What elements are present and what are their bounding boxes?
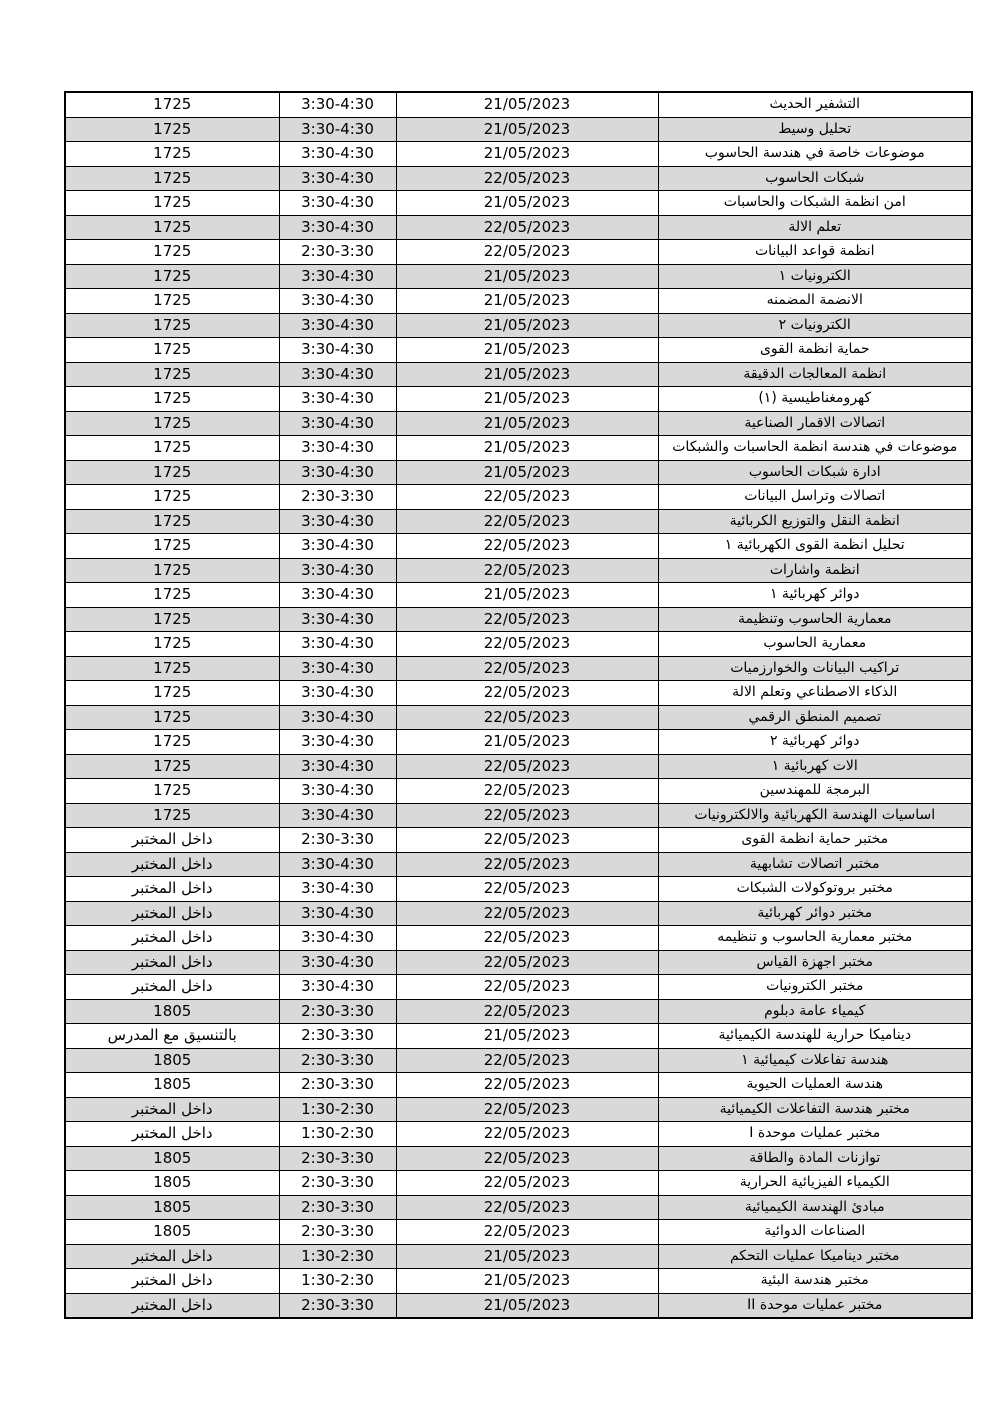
date-cell: 21/05/2023 [396, 1024, 658, 1049]
time-cell: 3:30-4:30 [279, 975, 396, 1000]
time-cell: 3:30-4:30 [279, 534, 396, 559]
date-cell: 21/05/2023 [396, 289, 658, 314]
location-cell: 1725 [65, 509, 279, 534]
date-cell: 22/05/2023 [396, 485, 658, 510]
date-cell: 22/05/2023 [396, 681, 658, 706]
date-cell: 22/05/2023 [396, 705, 658, 730]
location-cell: 1725 [65, 264, 279, 289]
time-cell: 2:30-3:30 [279, 999, 396, 1024]
time-cell: 3:30-4:30 [279, 558, 396, 583]
date-cell: 22/05/2023 [396, 803, 658, 828]
location-cell: 1725 [65, 313, 279, 338]
table-row [65, 656, 972, 681]
course-name-cell: مختبر بروتوكولات الشبكات [658, 877, 972, 902]
table-row [65, 950, 972, 975]
table-row [65, 191, 972, 216]
time-cell: 3:30-4:30 [279, 460, 396, 485]
date-cell: 21/05/2023 [396, 1293, 658, 1318]
time-cell: 3:30-4:30 [279, 803, 396, 828]
course-name-cell: توازنات المادة والطاقة [658, 1146, 972, 1171]
course-name-cell: تراكيب البيانات والخوارزميات [658, 656, 972, 681]
table-row [65, 1073, 972, 1098]
table-row [65, 558, 972, 583]
location-cell: داخل المختبر [65, 1122, 279, 1147]
course-name-cell: مبادئ الهندسة الكيميائية [658, 1195, 972, 1220]
location-cell: 1725 [65, 215, 279, 240]
location-cell: داخل المختبر [65, 901, 279, 926]
location-cell: 1725 [65, 681, 279, 706]
course-name-cell: انظمة النقل والتوزيع الكربائية [658, 509, 972, 534]
date-cell: 22/05/2023 [396, 1048, 658, 1073]
course-name-cell: معمارية الحاسوب وتنظيمة [658, 607, 972, 632]
table-row [65, 166, 972, 191]
course-name-cell: تعلم الالة [658, 215, 972, 240]
table-row [65, 387, 972, 412]
location-cell: داخل المختبر [65, 926, 279, 951]
time-cell: 1:30-2:30 [279, 1122, 396, 1147]
location-cell: 1725 [65, 779, 279, 804]
date-cell: 21/05/2023 [396, 117, 658, 142]
course-name-cell: هندسة العمليات الحيوية [658, 1073, 972, 1098]
date-cell: 21/05/2023 [396, 460, 658, 485]
table-row [65, 852, 972, 877]
location-cell: 1725 [65, 338, 279, 363]
location-cell: 1725 [65, 803, 279, 828]
table-row [65, 681, 972, 706]
table-row [65, 1220, 972, 1245]
course-name-cell: الكترونيات ٢ [658, 313, 972, 338]
time-cell: 2:30-3:30 [279, 1048, 396, 1073]
course-name-cell: مختبر هندسة التفاعلات الكيميائية [658, 1097, 972, 1122]
date-cell: 21/05/2023 [396, 1269, 658, 1294]
time-cell: 3:30-4:30 [279, 338, 396, 363]
table-row [65, 877, 972, 902]
time-cell: 2:30-3:30 [279, 1146, 396, 1171]
time-cell: 3:30-4:30 [279, 632, 396, 657]
time-cell: 2:30-3:30 [279, 1293, 396, 1318]
date-cell: 21/05/2023 [396, 142, 658, 167]
date-cell: 22/05/2023 [396, 950, 658, 975]
time-cell: 3:30-4:30 [279, 264, 396, 289]
location-cell: 1725 [65, 485, 279, 510]
course-name-cell: دوائر كهربائية ٢ [658, 730, 972, 755]
location-cell: 1805 [65, 1048, 279, 1073]
time-cell: 3:30-4:30 [279, 705, 396, 730]
table-row [65, 1122, 972, 1147]
location-cell: داخل المختبر [65, 877, 279, 902]
course-name-cell: انظمة واشارات [658, 558, 972, 583]
table-row [65, 926, 972, 951]
date-cell: 22/05/2023 [396, 215, 658, 240]
location-cell: 1725 [65, 607, 279, 632]
course-name-cell: موضوعات خاصة في هندسة الحاسوب [658, 142, 972, 167]
table-row [65, 901, 972, 926]
date-cell: 22/05/2023 [396, 877, 658, 902]
location-cell: داخل المختبر [65, 950, 279, 975]
course-name-cell: مختبر دوائر كهربائية [658, 901, 972, 926]
course-name-cell: التشفير الحديث [658, 92, 972, 117]
table-row [65, 730, 972, 755]
time-cell: 1:30-2:30 [279, 1097, 396, 1122]
course-name-cell: معمارية الحاسوب [658, 632, 972, 657]
location-cell: 1725 [65, 534, 279, 559]
date-cell: 22/05/2023 [396, 632, 658, 657]
location-cell: 1725 [65, 754, 279, 779]
course-name-cell: كهرومغناطيسية (١) [658, 387, 972, 412]
location-cell: 1725 [65, 92, 279, 117]
location-cell: 1725 [65, 411, 279, 436]
table-row [65, 142, 972, 167]
location-cell: 1725 [65, 460, 279, 485]
time-cell: 3:30-4:30 [279, 901, 396, 926]
time-cell: 3:30-4:30 [279, 436, 396, 461]
time-cell: 3:30-4:30 [279, 313, 396, 338]
date-cell: 21/05/2023 [396, 191, 658, 216]
location-cell: 1805 [65, 999, 279, 1024]
table-row [65, 1293, 972, 1318]
date-cell: 22/05/2023 [396, 852, 658, 877]
course-name-cell: مختبر اجهزة القياس [658, 950, 972, 975]
table-row [65, 607, 972, 632]
table-row [65, 264, 972, 289]
time-cell: 3:30-4:30 [279, 117, 396, 142]
date-cell: 21/05/2023 [396, 583, 658, 608]
location-cell: 1725 [65, 632, 279, 657]
date-cell: 21/05/2023 [396, 730, 658, 755]
table-row [65, 362, 972, 387]
date-cell: 21/05/2023 [396, 338, 658, 363]
location-cell: 1725 [65, 730, 279, 755]
table-row [65, 1269, 972, 1294]
date-cell: 22/05/2023 [396, 166, 658, 191]
location-cell: 1805 [65, 1171, 279, 1196]
course-name-cell: الانضمة المضمنه [658, 289, 972, 314]
location-cell: 1725 [65, 191, 279, 216]
table-row [65, 754, 972, 779]
date-cell: 22/05/2023 [396, 754, 658, 779]
date-cell: 21/05/2023 [396, 362, 658, 387]
date-cell: 21/05/2023 [396, 264, 658, 289]
location-cell: بالتنسيق مع المدرس [65, 1024, 279, 1049]
time-cell: 3:30-4:30 [279, 387, 396, 412]
date-cell: 22/05/2023 [396, 240, 658, 265]
location-cell: 1725 [65, 289, 279, 314]
time-cell: 2:30-3:30 [279, 485, 396, 510]
course-name-cell: الصناعات الدوائية [658, 1220, 972, 1245]
location-cell: داخل المختبر [65, 1244, 279, 1269]
course-name-cell: مختبر الكترونيات [658, 975, 972, 1000]
time-cell: 3:30-4:30 [279, 730, 396, 755]
course-name-cell: مختبر عمليات موحدة I [658, 1122, 972, 1147]
date-cell: 21/05/2023 [396, 1244, 658, 1269]
date-cell: 21/05/2023 [396, 387, 658, 412]
date-cell: 22/05/2023 [396, 828, 658, 853]
date-cell: 22/05/2023 [396, 1171, 658, 1196]
course-name-cell: اتصالات الاقمار الصناعية [658, 411, 972, 436]
date-cell: 22/05/2023 [396, 1097, 658, 1122]
table-row [65, 583, 972, 608]
table-row [65, 779, 972, 804]
course-name-cell: ديناميكا حرارية للهندسة الكيميائية [658, 1024, 972, 1049]
time-cell: 2:30-3:30 [279, 1171, 396, 1196]
time-cell: 1:30-2:30 [279, 1269, 396, 1294]
course-name-cell: الذكاء الاصطناعي وتعلم الالة [658, 681, 972, 706]
time-cell: 3:30-4:30 [279, 411, 396, 436]
course-name-cell: مختبر عمليات موحدة II [658, 1293, 972, 1318]
time-cell: 3:30-4:30 [279, 877, 396, 902]
time-cell: 3:30-4:30 [279, 926, 396, 951]
course-name-cell: تحليل وسيط [658, 117, 972, 142]
course-name-cell: موضوعات في هندسة انظمة الحاسبات والشبكات [658, 436, 972, 461]
course-name-cell: مختبر هندسة البئية [658, 1269, 972, 1294]
course-name-cell: انظمة قواعد البيانات [658, 240, 972, 265]
table-row [65, 534, 972, 559]
table-row [65, 1048, 972, 1073]
time-cell: 3:30-4:30 [279, 215, 396, 240]
table-row [65, 117, 972, 142]
table-row [65, 828, 972, 853]
time-cell: 3:30-4:30 [279, 607, 396, 632]
location-cell: داخل المختبر [65, 1269, 279, 1294]
location-cell: 1805 [65, 1073, 279, 1098]
date-cell: 22/05/2023 [396, 1073, 658, 1098]
time-cell: 3:30-4:30 [279, 509, 396, 534]
time-cell: 2:30-3:30 [279, 1195, 396, 1220]
course-name-cell: البرمجة للمهندسين [658, 779, 972, 804]
date-cell: 22/05/2023 [396, 1195, 658, 1220]
course-name-cell: امن انظمة الشبكات والحاسبات [658, 191, 972, 216]
course-name-cell: دوائر كهربائية ١ [658, 583, 972, 608]
course-name-cell: اتصالات وتراسل البيانات [658, 485, 972, 510]
location-cell: 1725 [65, 436, 279, 461]
time-cell: 2:30-3:30 [279, 1073, 396, 1098]
course-name-cell: حماية انظمة القوى [658, 338, 972, 363]
location-cell: 1725 [65, 142, 279, 167]
time-cell: 2:30-3:30 [279, 828, 396, 853]
table-row [65, 975, 972, 1000]
location-cell: داخل المختبر [65, 828, 279, 853]
location-cell: 1725 [65, 656, 279, 681]
course-name-cell: هندسة تفاعلات كيميائية ١ [658, 1048, 972, 1073]
table-row [65, 92, 972, 117]
exam-schedule-table [64, 91, 973, 1319]
date-cell: 22/05/2023 [396, 779, 658, 804]
course-name-cell: شبكات الحاسوب [658, 166, 972, 191]
date-cell: 22/05/2023 [396, 534, 658, 559]
table-row [65, 338, 972, 363]
course-name-cell: الات كهربائية ١ [658, 754, 972, 779]
table-row [65, 215, 972, 240]
course-name-cell: تصميم المنطق الرقمي [658, 705, 972, 730]
course-name-cell: كيمياء عامة دبلوم [658, 999, 972, 1024]
date-cell: 22/05/2023 [396, 558, 658, 583]
course-name-cell: مختبر معمارية الحاسوب و تنظيمه [658, 926, 972, 951]
table-row [65, 436, 972, 461]
table-row [65, 999, 972, 1024]
date-cell: 22/05/2023 [396, 607, 658, 632]
time-cell: 3:30-4:30 [279, 166, 396, 191]
date-cell: 22/05/2023 [396, 901, 658, 926]
location-cell: 1725 [65, 362, 279, 387]
location-cell: داخل المختبر [65, 1293, 279, 1318]
date-cell: 21/05/2023 [396, 92, 658, 117]
location-cell: 1725 [65, 240, 279, 265]
course-name-cell: مختبر حماية انظمة القوى [658, 828, 972, 853]
date-cell: 22/05/2023 [396, 1122, 658, 1147]
location-cell: 1805 [65, 1195, 279, 1220]
location-cell: 1725 [65, 117, 279, 142]
course-name-cell: مختبر ديناميكا عمليات التحكم [658, 1244, 972, 1269]
course-name-cell: الكترونيات ١ [658, 264, 972, 289]
exam-schedule-body [65, 92, 972, 1318]
table-row [65, 485, 972, 510]
date-cell: 22/05/2023 [396, 1220, 658, 1245]
time-cell: 3:30-4:30 [279, 656, 396, 681]
time-cell: 3:30-4:30 [279, 362, 396, 387]
course-name-cell: مختبر اتصالات تشابهية [658, 852, 972, 877]
date-cell: 21/05/2023 [396, 436, 658, 461]
table-row [65, 705, 972, 730]
table-row [65, 803, 972, 828]
table-row [65, 1097, 972, 1122]
location-cell: 1805 [65, 1146, 279, 1171]
date-cell: 22/05/2023 [396, 1146, 658, 1171]
date-cell: 22/05/2023 [396, 656, 658, 681]
location-cell: 1725 [65, 166, 279, 191]
table-row [65, 1024, 972, 1049]
location-cell: داخل المختبر [65, 852, 279, 877]
time-cell: 2:30-3:30 [279, 240, 396, 265]
date-cell: 21/05/2023 [396, 313, 658, 338]
location-cell: 1725 [65, 387, 279, 412]
course-name-cell: انظمة المعالجات الدقيقة [658, 362, 972, 387]
date-cell: 22/05/2023 [396, 926, 658, 951]
location-cell: 1725 [65, 583, 279, 608]
table-row [65, 240, 972, 265]
table-row [65, 289, 972, 314]
table-row [65, 509, 972, 534]
table-row [65, 460, 972, 485]
table-row [65, 411, 972, 436]
course-name-cell: الكيمياء الفيزيائية الحرارية [658, 1171, 972, 1196]
time-cell: 3:30-4:30 [279, 754, 396, 779]
time-cell: 3:30-4:30 [279, 191, 396, 216]
time-cell: 3:30-4:30 [279, 779, 396, 804]
time-cell: 3:30-4:30 [279, 142, 396, 167]
date-cell: 21/05/2023 [396, 411, 658, 436]
location-cell: داخل المختبر [65, 975, 279, 1000]
time-cell: 3:30-4:30 [279, 583, 396, 608]
time-cell: 2:30-3:30 [279, 1024, 396, 1049]
date-cell: 22/05/2023 [396, 975, 658, 1000]
location-cell: 1805 [65, 1220, 279, 1245]
location-cell: 1725 [65, 558, 279, 583]
time-cell: 3:30-4:30 [279, 852, 396, 877]
course-name-cell: تحليل انظمة القوى الكهربائية ١ [658, 534, 972, 559]
date-cell: 22/05/2023 [396, 999, 658, 1024]
time-cell: 2:30-3:30 [279, 1220, 396, 1245]
time-cell: 3:30-4:30 [279, 289, 396, 314]
time-cell: 3:30-4:30 [279, 92, 396, 117]
time-cell: 3:30-4:30 [279, 950, 396, 975]
location-cell: 1725 [65, 705, 279, 730]
table-row [65, 313, 972, 338]
table-row [65, 1171, 972, 1196]
course-name-cell: اساسيات الهندسة الكهربائية والالكترونيات [658, 803, 972, 828]
table-row [65, 1146, 972, 1171]
date-cell: 22/05/2023 [396, 509, 658, 534]
course-name-cell: ادارة شبكات الحاسوب [658, 460, 972, 485]
table-row [65, 1244, 972, 1269]
table-row [65, 632, 972, 657]
table-row [65, 1195, 972, 1220]
location-cell: داخل المختبر [65, 1097, 279, 1122]
time-cell: 1:30-2:30 [279, 1244, 396, 1269]
time-cell: 3:30-4:30 [279, 681, 396, 706]
